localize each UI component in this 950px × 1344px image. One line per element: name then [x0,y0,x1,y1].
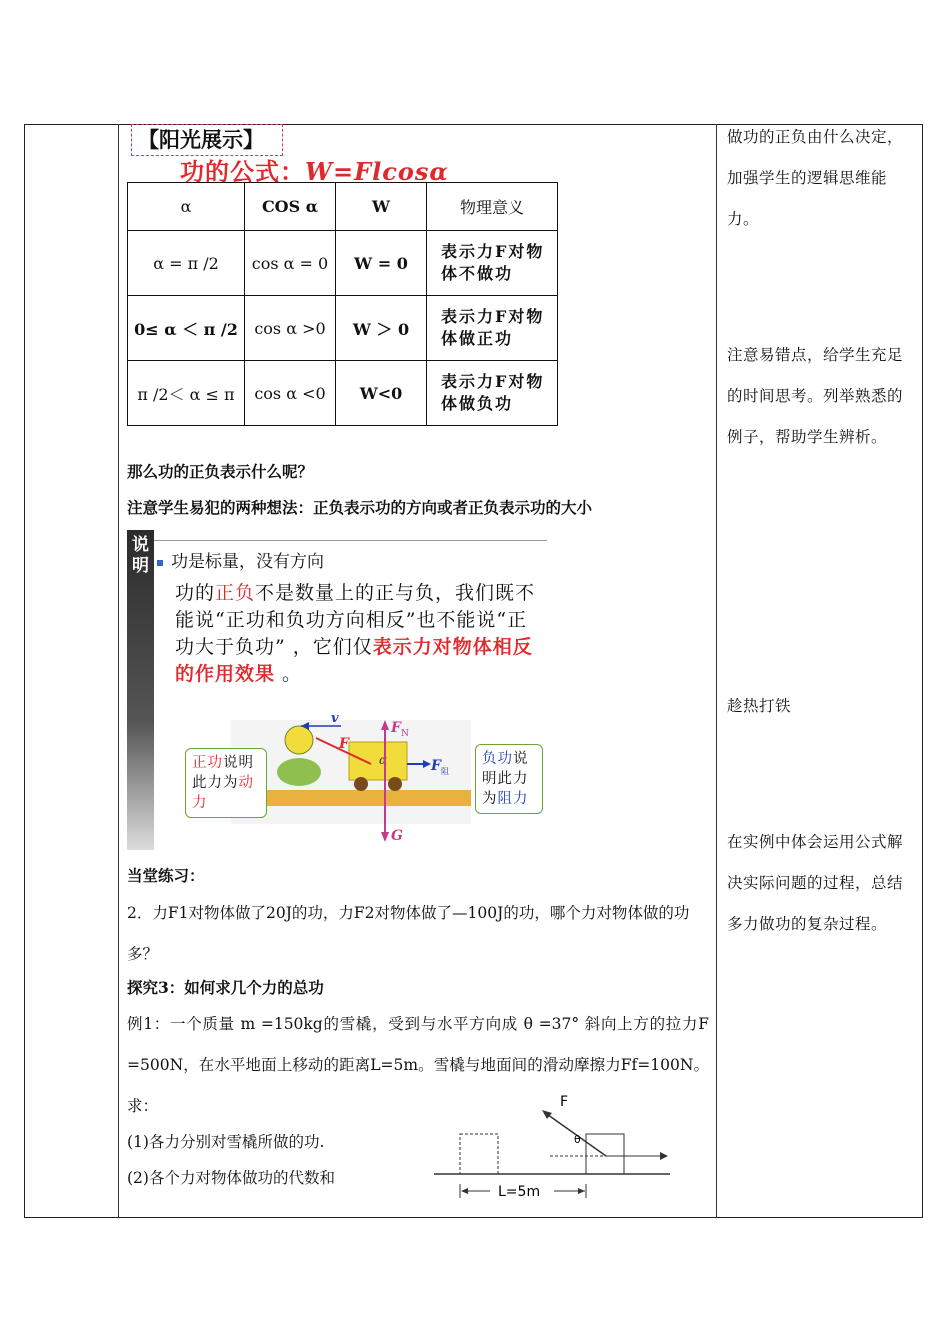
bullet-icon [157,560,163,566]
para-highlight: 正负 [215,582,256,604]
practice-title: 当堂练习： [127,866,205,885]
table-cell: 表示力F对物体不做功 [427,231,558,296]
start-block [460,1134,498,1174]
design-note: 做功的正负由什么决定，加强学生的逻辑思维能力。 [727,128,904,228]
column-divider [118,124,119,1218]
velocity-label: v [331,712,339,726]
table-header-row [128,183,558,231]
column-divider [716,124,717,1218]
table-cell: 表示力F对物体做负功 [427,361,558,426]
table-cell: W = 0 [336,231,427,296]
table-cell: α = π /2 [128,231,245,296]
ground [231,790,471,806]
formula: W=Flcosα [305,157,449,186]
cart-wheel [388,777,402,791]
divider [154,540,547,541]
distance-label: L=5m [498,1184,541,1200]
table-header: α [128,183,245,231]
friction-sub: 阻 [441,767,449,776]
table-cell: cos α = 0 [245,231,336,296]
design-note: 注意易错点，给学生充足的时间思考。列举熟悉的例子，帮助学生辨析。 [727,346,904,446]
callout-highlight: 负功 [482,751,513,767]
attention-text: 注意学生易犯的两种想法：正负表示功的方向或者正负表示功的大小 [127,498,593,517]
table-cell: cos α >0 [245,296,336,361]
question-text: 那么功的正负表示什么呢？ [127,462,314,481]
para-text: 。 [275,663,303,685]
callout-text: 说明此力为 [192,755,254,791]
end-block [586,1134,624,1174]
strip-label: 说明 [132,535,149,576]
table-cell: π /2＜ α ≤ π [128,361,245,426]
design-note: 在实例中体会运用公式解决实际问题的过程，总结多力做功的复杂过程。 [727,833,904,933]
force-label: F [560,1094,569,1110]
explanation-paragraph [175,580,547,688]
table-cell: W<0 [336,361,427,426]
table-header: COS α [245,183,336,231]
table-row [128,296,558,361]
table-row [128,361,558,426]
callout-text: 说明此力为 [482,751,529,807]
table-header: 物理意义 [427,183,558,231]
gravity-label: G [391,828,403,842]
callout-highlight: 动力 [192,775,254,811]
table-row [128,231,558,296]
bullet-text: 功是标量，没有方向 [171,552,324,572]
practice-question: 2．力F1对物体做了20J的功，力F2对物体做了—100J的功，哪个力对物体做的功多？ [127,904,690,963]
table-cell: cos α <0 [245,361,336,426]
angle-label: θ [574,1133,581,1146]
para-text: 不是数量上的正与负，我们既不能说“正功和负功方向相反”也不能说“正功大于负功” ，它们仅 [175,582,536,658]
table-cell: 表示力F对物体做正功 [427,296,558,361]
table-header: W [336,183,427,231]
cos-table [127,182,558,426]
person-head [285,726,313,754]
example-text: 例1：一个质量 m =150kg的雪橇，受到与水平方向成 θ =37° 斜向上方的拉力F =500N，在水平地面上移动的距离L=5m。雪橇与地面间的滑动摩擦力Ff=100N。求： [127,1015,709,1115]
cart-body [349,742,407,780]
para-text: 功的 [175,582,216,604]
cart-wheel [354,777,368,791]
question-1: (1)各力分别对雪橇所做的功. [127,1133,325,1151]
normal-force-sub: N [401,729,409,739]
force-label: F [339,736,349,752]
positive-work-callout [185,748,267,818]
para-highlight: 表示力对物体相反的作用效果 [175,636,533,685]
friction-label: F [431,758,441,774]
table-cell: W ＞ 0 [336,296,427,361]
question-2: (2)各个力对物体做功的代数和 [127,1169,335,1187]
normal-force-label: F [391,720,401,736]
angle-label: α [379,753,388,767]
explore-title: 探究3：如何求几个力的总功 [127,978,324,997]
sled-diagram [430,1090,675,1205]
negative-work-callout [475,744,543,814]
person-body [277,758,321,786]
callout-highlight: 阻力 [497,791,529,807]
explanation-slide [127,530,547,850]
formula-prefix: 功的公式： [180,158,305,186]
design-note: 趁热打铁 [727,697,792,715]
slide-tag: 【阳光展示】 [131,124,283,156]
slide-strip [127,530,154,850]
callout-highlight: 正功 [192,755,223,771]
table-cell: 0≤ α ＜ π /2 [128,296,245,361]
bullet-line [157,547,324,572]
